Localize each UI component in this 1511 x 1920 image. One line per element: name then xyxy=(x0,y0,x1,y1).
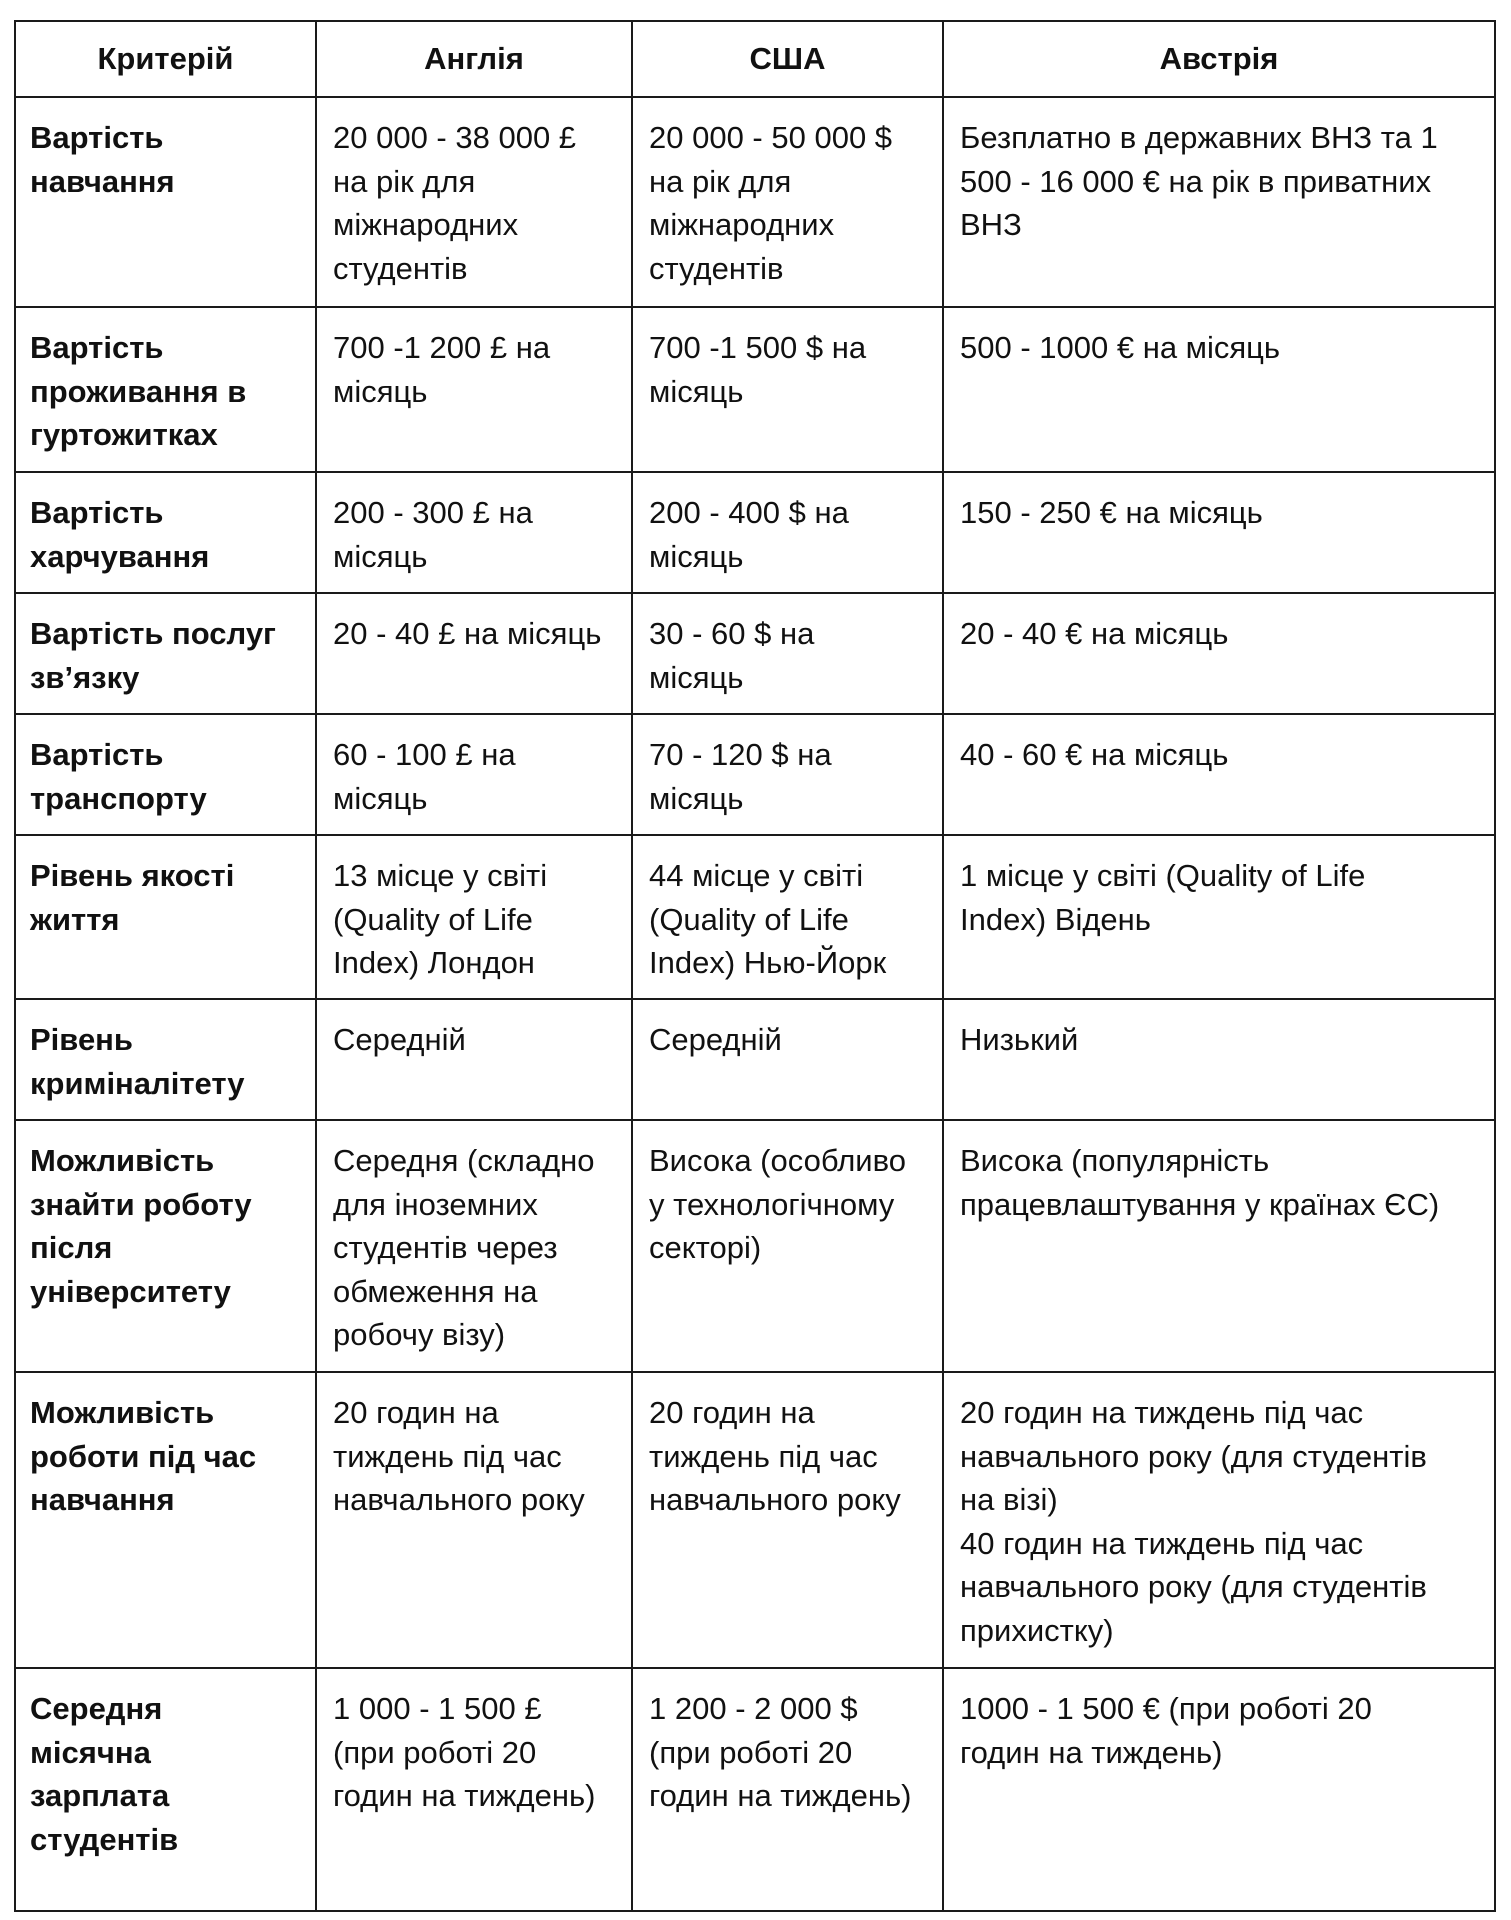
cell-usa: 44 місце у світі (Quality of Life Index) Нью-Йорк xyxy=(632,835,943,999)
cell-usa: 1 200 - 2 000 $ (при роботі 20 годин на тиждень) xyxy=(632,1668,943,1911)
cell-austria: 40 - 60 € на місяць xyxy=(943,714,1495,835)
table-row xyxy=(15,97,1495,307)
row-criterion: Рівень якості життя xyxy=(15,835,316,999)
cell-austria: 1000 - 1 500 € (при роботі 20 годин на тиждень) xyxy=(943,1668,1495,1911)
row-criterion: Вартість послуг зв’язку xyxy=(15,593,316,714)
header-england: Англія xyxy=(316,21,632,97)
table-row xyxy=(15,1120,1495,1372)
comparison-table xyxy=(14,20,1496,1912)
header-usa: США xyxy=(632,21,943,97)
row-criterion: Можливість знайти роботу після університету xyxy=(15,1120,316,1372)
table-body xyxy=(15,97,1495,1911)
cell-england: 700 -1 200 £ на місяць xyxy=(316,307,632,472)
table-row xyxy=(15,307,1495,472)
comparison-table-container xyxy=(14,20,1494,1910)
cell-austria: 1 місце у світі (Quality of Life Index) Відень xyxy=(943,835,1495,999)
table-row xyxy=(15,999,1495,1120)
header-row xyxy=(15,21,1495,97)
row-criterion: Середня місячна зарплата студентів xyxy=(15,1668,316,1911)
header-criterion: Критерій xyxy=(15,21,316,97)
table-header xyxy=(15,21,1495,97)
cell-usa: 20 000 - 50 000 $ на рік для міжнародних студентів xyxy=(632,97,943,307)
table-row xyxy=(15,714,1495,835)
cell-austria: Низький xyxy=(943,999,1495,1120)
cell-england: Середній xyxy=(316,999,632,1120)
table-row xyxy=(15,1668,1495,1911)
cell-usa: Середній xyxy=(632,999,943,1120)
cell-england: 20 000 - 38 000 £ на рік для міжнародних студентів xyxy=(316,97,632,307)
row-criterion: Вартість навчання xyxy=(15,97,316,307)
cell-england: 200 - 300 £ на місяць xyxy=(316,472,632,593)
cell-austria: Висока (популярність працевлаштування у країнах ЄС) xyxy=(943,1120,1495,1372)
cell-usa: 700 -1 500 $ на місяць xyxy=(632,307,943,472)
cell-england: 1 000 - 1 500 £ (при роботі 20 годин на тиждень) xyxy=(316,1668,632,1911)
header-austria: Австрія xyxy=(943,21,1495,97)
cell-england: 20 годин на тиждень під час навчального року xyxy=(316,1372,632,1668)
row-criterion: Можливість роботи під час навчання xyxy=(15,1372,316,1668)
cell-england: 20 - 40 £ на місяць xyxy=(316,593,632,714)
cell-austria: 500 - 1000 € на місяць xyxy=(943,307,1495,472)
cell-usa: 20 годин на тиждень під час навчального року xyxy=(632,1372,943,1668)
cell-england: 13 місце у світі (Quality of Life Index) Лондон xyxy=(316,835,632,999)
cell-usa: 200 - 400 $ на місяць xyxy=(632,472,943,593)
cell-austria: 20 годин на тиждень під час навчального року (для студентів на візі) 40 годин на тиждень під час навчального року (для студентів прихистку) xyxy=(943,1372,1495,1668)
cell-usa: 70 - 120 $ на місяць xyxy=(632,714,943,835)
table-row xyxy=(15,1372,1495,1668)
row-criterion: Вартість харчування xyxy=(15,472,316,593)
cell-usa: Висока (особливо у технологічному секторі) xyxy=(632,1120,943,1372)
cell-usa: 30 - 60 $ на місяць xyxy=(632,593,943,714)
row-criterion: Вартість транспорту xyxy=(15,714,316,835)
cell-austria: 20 - 40 € на місяць xyxy=(943,593,1495,714)
table-row xyxy=(15,593,1495,714)
row-criterion: Рівень криміналітету xyxy=(15,999,316,1120)
cell-austria: 150 - 250 € на місяць xyxy=(943,472,1495,593)
row-criterion: Вартість проживання в гуртожитках xyxy=(15,307,316,472)
cell-england: 60 - 100 £ на місяць xyxy=(316,714,632,835)
table-row xyxy=(15,835,1495,999)
cell-austria: Безплатно в державних ВНЗ та 1 500 - 16 000 € на рік в приватних ВНЗ xyxy=(943,97,1495,307)
table-row xyxy=(15,472,1495,593)
cell-england: Середня (складно для іноземних студентів через обмеження на робочу візу) xyxy=(316,1120,632,1372)
